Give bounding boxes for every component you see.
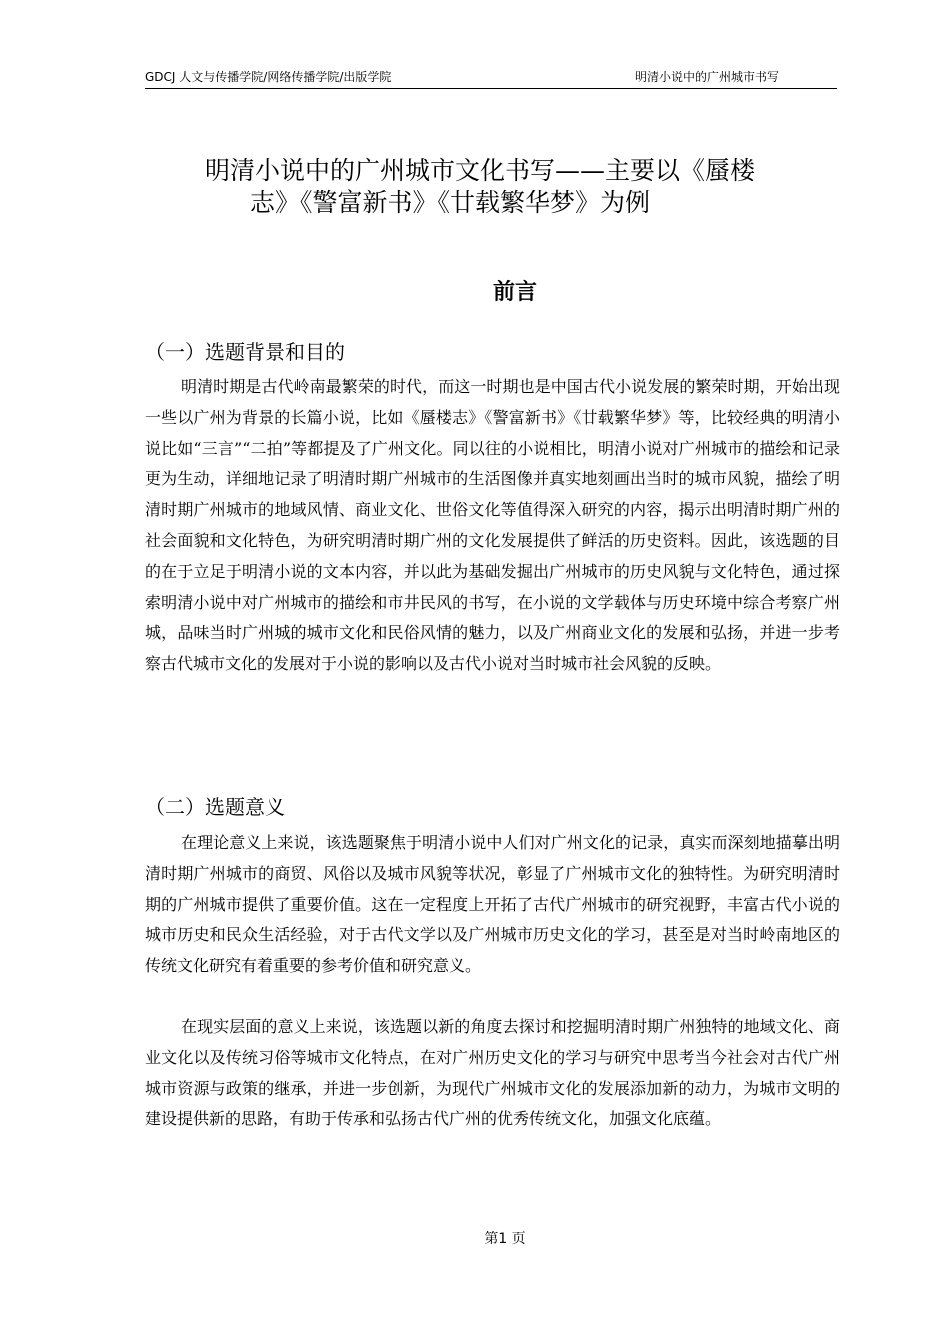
section-1-paragraph: 明清时期是古代岭南最繁荣的时代，而这一时期也是中国古代小说发展的繁荣时期，开始出现一些以广州为背景的长篇小说，比如《蜃楼志》《警富新书》《廿载繁华梦》等，比较经典的明清小说比如“三言”“二拍”等都提及了广州文化。同以往的小说相比，明清小说对广州城市的描绘和记录更为生动，详细地记录了明清时期广州城市的生活图像并真实地刻画出当时的城市风貌，描绘了明清时期广州城市的地域风情、商业文化、世俗文化等值得深入研究的内容，揭示出明清时期广州的社会面貌和文化特色，为研究明清时期广州的文化发展提供了鲜活的历史资料。因此，该选题的目的在于立足于明清小说的文本内容，并以此为基础发掘出广州城市的历史风貌与文化特色，通过探索明清小说中对广州城市的描绘和市井民风的书写，在小说的文学载体与历史环境中综合考察广州城，品味当时广州城的城市文化和民俗风情的魅力，以及广州商业文化的发展和弘扬，并进一步考察古代城市文化的发展对于小说的影响以及古代小说对当时城市社会风貌的反映。 <box>145 377 840 674</box>
section-2-paragraph-2: 在现实层面的意义上来说，该选题以新的角度去探讨和挖掘明清时期广州独特的地域文化、商业文化以及传统习俗等城市文化特点，在对广州历史文化的学习与研究中思考当今社会对古代广州城市资源与政策的继承，并进一步创新，为现代广州城市文化的发展添加新的动力，为城市文明的建设提供新的思路，有助于传承和弘扬古代广州的优秀传统文化，加强文化底蕴。 <box>145 1017 840 1129</box>
header-right-text: 明清小说中的广州城市书写 <box>634 70 779 84</box>
page-header <box>145 68 837 89</box>
section-2-heading: （二）选题意义 <box>145 795 285 819</box>
section-1-heading: （一）选题背景和目的 <box>145 340 345 364</box>
section-2-paragraph-1: 在理论意义上来说，该选题聚焦于明清小说中人们对广州文化的记录，真实而深刻地描摹出明清时期广州城市的商贸、风俗以及城市风貌等状况，彰显了广州城市文化的独特性。为研究明清时期的广州城市提供了重要价值。这在一定程度上开拓了古代广州城市的研究视野，丰富古代小说的城市历史和民众生活经验，对于古代文学以及广州城市历史文化的学习，甚至是对当时岭南地区的传统文化研究有着重要的参考价值和研究意义。 <box>145 833 840 976</box>
title-line-2: 志》《警富新书》《廿载繁华梦》为例 <box>250 188 651 217</box>
page-number: 第1 页 <box>484 1231 526 1247</box>
preface-heading: 前言 <box>492 280 537 305</box>
header-left-text: GDCJ 人文与传播学院/网络传播学院/出版学院 <box>145 70 392 84</box>
document-title <box>205 155 845 219</box>
title-line-1: 明清小说中的广州城市文化书写——主要以《蜃楼 <box>205 156 756 185</box>
